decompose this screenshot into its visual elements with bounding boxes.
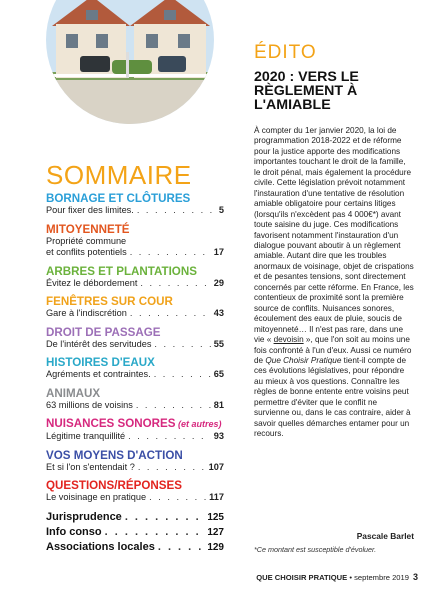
toc-leader-dots [140, 278, 210, 290]
toc-page-number: 117 [209, 492, 224, 502]
sommaire-title: SOMMAIRE [46, 160, 192, 190]
toc-line [46, 400, 224, 412]
toc-section [46, 387, 224, 412]
edito-body [254, 126, 414, 440]
toc-leader-dots [125, 510, 205, 525]
toc-page-number: 129 [207, 541, 224, 553]
footer-page-number: 3 [412, 572, 418, 582]
toc-line [46, 492, 224, 504]
toc-heading[interactable] [46, 192, 224, 205]
toc-heading[interactable] [46, 449, 224, 462]
toc-line [46, 339, 224, 351]
toc-section [46, 192, 224, 217]
toc-section [46, 265, 224, 290]
toc-heading-text: HISTOIRES D'EAUX [46, 356, 155, 369]
edito-body-part-2: », que l'on soit au moins une fois confronté à l'un d'eux. Aussi ce numéro de [254, 335, 412, 365]
toc-line [46, 369, 224, 381]
toc-heading-text: ANIMAUX [46, 386, 101, 400]
toc-line-text: Et si l'on s'entendait ? [46, 461, 135, 472]
edito-body-part-3: tient-il compte de ces évolutions législatives, pour répondre au mieux à vos questions. Connaître les règles de bonne entente entre voisins peut permettre d'éviter que le conflit ne survienne ou, dans le cas contraire, aider à savoir quelles démarches entamer pour un recours. [254, 355, 411, 439]
toc-heading[interactable] [46, 265, 224, 278]
toc-heading[interactable] [46, 295, 224, 308]
edito-label: ÉDITO [254, 42, 317, 63]
toc-heading-text: DROIT DE PASSAGE [46, 325, 161, 339]
toc-heading-text: VOS MOYENS D'ACTION [46, 448, 183, 462]
toc-extra-text: Jurisprudence [46, 510, 122, 523]
toc-page-number: 127 [207, 526, 224, 538]
toc-leader-dots [154, 369, 211, 381]
edito-body-part-1: À compter du 1er janvier 2020, la loi de programmation 2018-2022 et de réforme pour la justice apporte des modifications importantes touchant le droit de la famille, le droit pénal, mais également la procédure civile. Cette législation prévoit notamment l'instauration d'une tentative de résolution amiable obligatoire pour certains litiges (lorsqu'ils n'excèdent pas 4 000€*) avant toute saisine du juge. Ces modifications favorisent notamment l'instauration d'un dialogue pouvant aboutir à un règlement amiable. Autant dire que les troubles anormaux de voisinage, objet de crispations et de pesantes tensions, sont directement concernés par cette réforme. En France, les contentieux de proximité sont la première source de conflits. Nuisances sonores, écoulement des eaux de pluie, soucis de mitoyenneté… Il n'est pas rare, dans une vie « [254, 126, 414, 345]
toc-heading-aside: (et autres) [178, 419, 222, 429]
toc-heading-text: NUISANCES SONORES [46, 417, 176, 430]
toc-line-text: Évitez le débordement [46, 277, 138, 288]
toc-heading-text: BORNAGE ET CLÔTURES [46, 192, 191, 205]
toc-line [46, 236, 224, 248]
toc-line-text: Gare à l'indiscrétion [46, 308, 127, 318]
toc-line [46, 431, 224, 443]
toc-extras [46, 510, 224, 555]
edito-body-italic-2: Que Choisir Pratique [265, 355, 342, 365]
toc-line-text: Le voisinage en pratique [46, 492, 147, 502]
toc-page-number: 81 [213, 399, 224, 410]
toc-heading-text: FENÊTRES SUR COUR [46, 295, 173, 308]
edito-title: 2020 : VERS LE RÈGLEMENT À L'AMIABLE [254, 69, 359, 113]
toc-leader-dots [136, 400, 211, 412]
toc-heading-text: QUESTIONS/RÉPONSES [46, 479, 182, 492]
toc-leader-dots [137, 205, 216, 217]
edito-body-italic-1: devoisin [273, 335, 304, 345]
footer-issue: • septembre 2019 [347, 573, 409, 582]
toc-heading-text: MITOYENNETÉ [46, 222, 130, 236]
toc-extra-text: Associations locales [46, 540, 155, 553]
toc-line-text: De l'intérêt des servitudes [46, 338, 152, 349]
toc-leader-dots [149, 492, 206, 504]
toc-page-number: 65 [213, 369, 224, 379]
toc-sections [46, 192, 224, 504]
toc-leader-dots [130, 308, 211, 320]
toc-page-number: 125 [207, 511, 224, 523]
toc-page-number: 29 [213, 277, 224, 288]
toc-section [46, 449, 224, 474]
toc-section [46, 417, 224, 443]
toc-line [46, 205, 224, 217]
toc-page-number: 55 [213, 338, 224, 349]
toc-line [46, 308, 224, 320]
toc-section [46, 479, 224, 504]
toc-page-number: 43 [213, 308, 224, 318]
toc-line [46, 278, 224, 290]
toc-line-text: Légitime tranquillité [46, 431, 126, 441]
edito-footnote: *Ce montant est susceptible d'évoluer. [254, 545, 377, 554]
toc-section [46, 223, 224, 259]
toc-page-number: 17 [213, 247, 224, 257]
cover-photo-houses [46, 0, 214, 124]
toc-line [46, 462, 224, 474]
toc-leader-dots [105, 525, 205, 540]
toc-leader-dots [154, 339, 210, 351]
toc-page-number: 93 [213, 431, 224, 441]
toc-leader-dots [128, 431, 211, 443]
table-of-contents [46, 192, 224, 555]
edito-signature: Pascale Barlet [356, 531, 414, 541]
toc-extra-text: Info conso [46, 525, 102, 538]
toc-extra-item[interactable] [46, 540, 224, 555]
toc-heading-text: ARBRES ET PLANTATIONS [46, 264, 197, 278]
toc-heading[interactable] [46, 479, 224, 492]
toc-leader-dots [158, 540, 204, 555]
toc-heading[interactable] [46, 387, 224, 400]
toc-heading[interactable] [46, 223, 224, 236]
toc-line-text: et conflits potentiels [46, 247, 127, 257]
footer-brand: QUE CHOISIR PRATIQUE [256, 573, 348, 582]
toc-heading[interactable] [46, 417, 224, 431]
toc-heading[interactable] [46, 356, 224, 369]
toc-line-text: 63 millions de voisins [46, 399, 133, 410]
toc-extra-item[interactable] [46, 510, 224, 525]
toc-extra-item[interactable] [46, 525, 224, 540]
toc-line-text: Propriété commune [46, 235, 127, 246]
toc-page-number: 5 [218, 205, 224, 215]
toc-line-text: Agréments et contraintes. [46, 369, 151, 379]
toc-line [46, 247, 224, 259]
toc-section [46, 295, 224, 320]
toc-page-number: 107 [208, 461, 224, 472]
toc-section [46, 356, 224, 381]
toc-line-text: Pour fixer des limites. [46, 205, 134, 215]
toc-section [46, 326, 224, 351]
toc-heading[interactable] [46, 326, 224, 339]
page-footer [256, 572, 418, 582]
toc-leader-dots [138, 462, 206, 474]
toc-leader-dots [130, 247, 211, 259]
